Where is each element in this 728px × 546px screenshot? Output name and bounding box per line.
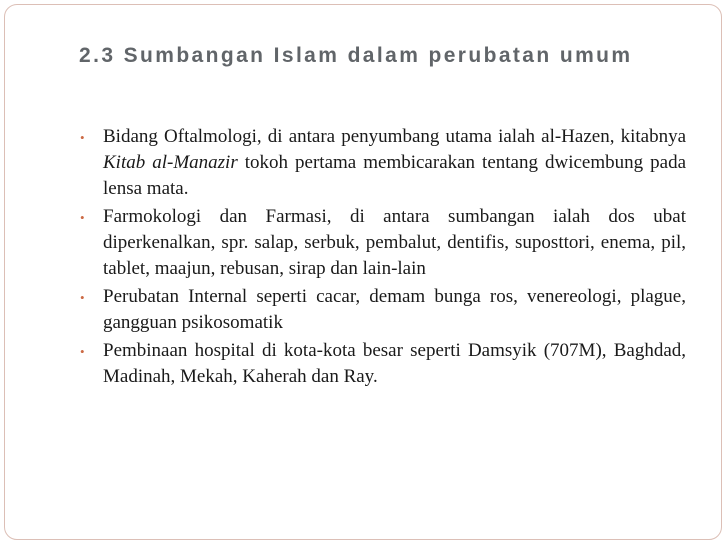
bullet-item [80, 338, 686, 390]
bullet-text: Pembinaan hospital di kota-kota besar seperti Damsyik (707M), Baghdad, Madinah, Mekah, Kaherah dan Ray. [103, 340, 686, 387]
bullet-text: Perubatan Internal seperti cacar, demam bunga ros, venereologi, plague, gangguan psikosomatik [103, 286, 686, 333]
bullet-icon: • [80, 290, 85, 305]
bullet-list [80, 124, 686, 392]
bullet-text: Bidang Oftalmologi, di antara penyumbang utama ialah al-Hazen, kitabnya [103, 126, 686, 147]
bullet-item [80, 204, 686, 282]
slide-title: 2.3 Sumbangan Islam dalam perubatan umum [79, 44, 633, 67]
bullet-item [80, 284, 686, 336]
bullet-icon: • [80, 344, 85, 359]
bullet-item [80, 124, 686, 202]
bullet-text: Farmokologi dan Farmasi, di antara sumbangan ialah dos ubat diperkenalkan, spr. salap, serbuk, pembalut, dentifis, suposttori, enema, pil, tablet, maajun, rebusan, sirap dan lain-lain [103, 206, 686, 279]
bullet-text-continued: tokoh pertama membicarakan tentang dwicembung pada lensa mata. [103, 152, 687, 199]
book-title-text: Kitab al-Manazir [103, 152, 238, 173]
bullet-icon: • [80, 210, 85, 225]
bullet-icon: • [80, 130, 85, 145]
